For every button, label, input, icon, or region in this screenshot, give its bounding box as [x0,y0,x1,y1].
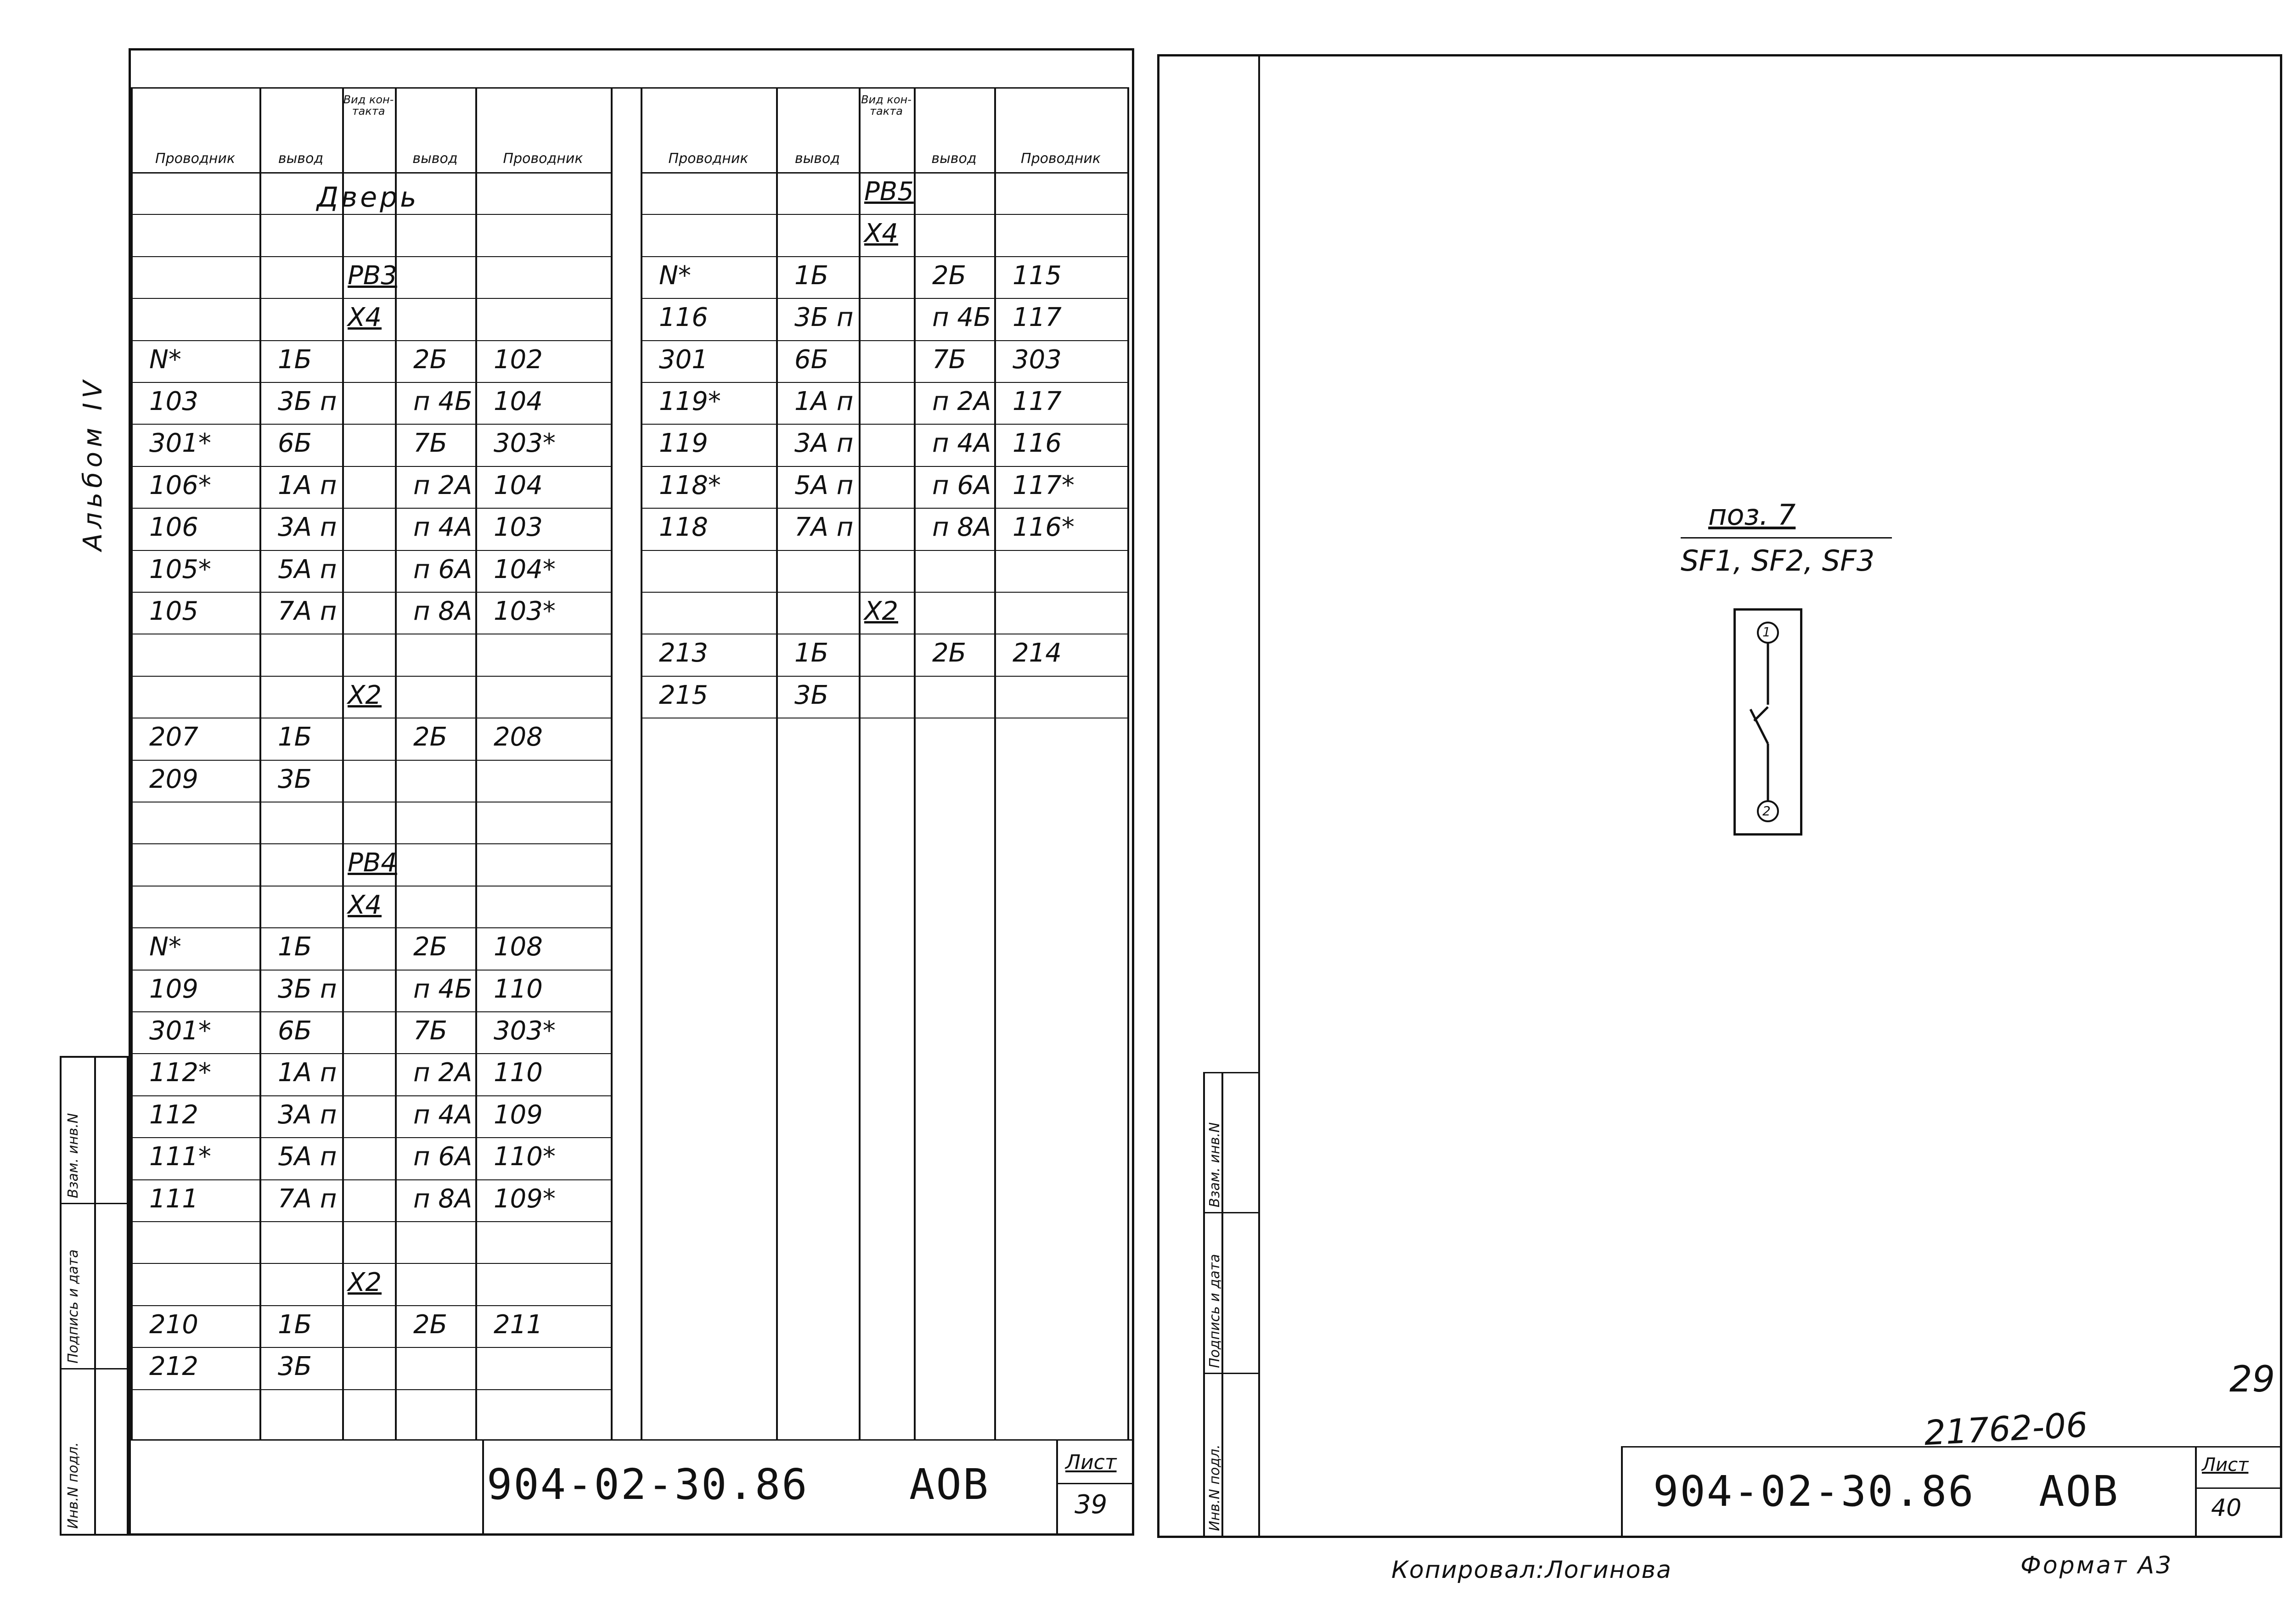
right-cell: 3Б п [794,303,854,333]
left-cell: 104 [494,470,543,500]
left-cell: 103 [149,387,198,416]
left-cell: 303* [494,428,556,459]
left-col-line [611,87,613,1439]
left-cell: п 8А [413,596,473,626]
left-cell: Х4 [348,890,382,920]
left-cell: 105 [149,596,198,626]
right-row-line [641,466,1127,467]
left-cell: 103 [494,512,543,543]
left-cell: 301* [149,428,211,459]
left-row-line [131,927,611,928]
left-row-line [131,298,611,299]
left-cell: 109 [494,1100,543,1130]
right-cell: п 4Б [932,303,991,333]
right-cell: 115 [1013,260,1062,291]
table-top-line [131,87,1127,89]
left-cell: 108 [494,932,543,962]
right-cell: 116 [659,303,708,333]
left-cell: N* [149,932,181,962]
left-cell: 212 [149,1352,198,1382]
format-note: Формат А3 [2020,1552,2173,1579]
left-cell: 104* [494,554,556,584]
left-row-line [131,760,611,761]
left-cell: п 4А [413,1100,473,1130]
right-drawing-code: 904-02-30.86 [1653,1467,1975,1516]
right-cell: N* [659,260,691,291]
right-margin-label-vzam: Взам. инв.N [1207,1122,1223,1207]
left-row-line [131,340,611,341]
left-cell: 2Б [413,1309,448,1340]
album-label: Альбом IV [78,376,108,551]
left-cell: 207 [149,722,198,752]
left-cell: 111 [149,1184,198,1214]
right-col-line [859,87,861,1439]
position-label: поз. 7 [1708,498,1796,532]
handwritten-page-number: 29 [2229,1359,2275,1400]
left-col-line [131,87,133,1439]
right-sheet-number: 40 [2211,1494,2242,1522]
right-cell: 6Б [794,344,829,375]
right-cell: РВ5 [864,177,914,207]
left-header-4: Проводник [503,151,583,167]
right-col-line [1127,87,1129,1439]
right-cell: 7А п [794,512,854,543]
left-cell: 210 [149,1309,198,1340]
right-cell: 214 [1013,638,1062,668]
left-cell: Х2 [348,1268,382,1298]
right-cell: 119 [659,428,708,459]
right-cell: 117 [1013,387,1062,416]
right-cell: 117 [1013,303,1062,333]
left-cell: 112* [149,1058,211,1088]
right-row-line [641,550,1127,551]
left-cell: 1А п [278,1058,337,1088]
right-row-line [641,256,1127,257]
door-label: Дверь [317,181,419,213]
left-margin-label-inv: Инв.N подл. [65,1442,81,1529]
right-cell: 1Б [794,638,829,668]
left-row-line [131,508,611,509]
left-row-line [131,424,611,425]
right-cell: 303 [1013,344,1062,375]
right-cell: 5А п [794,470,854,500]
left-cell: 102 [494,344,543,375]
right-row-line [641,592,1127,593]
right-cell: 3А п [794,428,854,459]
left-cell: N* [149,344,181,375]
left-cell: п 2А [413,470,473,500]
right-row-line [641,676,1127,677]
handwritten-archive-number: 21762-06 [1923,1405,2089,1453]
right-col-line [776,87,778,1439]
left-cell: Х4 [348,303,382,333]
left-cell: РВ4 [348,848,397,878]
right-row-line [641,424,1127,425]
left-cell: 3Б [278,1352,312,1382]
left-cell: 2Б [413,932,448,962]
right-cell: 7Б [932,344,967,375]
left-cell: 7Б [413,1016,448,1046]
right-cell: 2Б [932,260,967,291]
left-row-line [131,1221,611,1222]
left-cell: 209 [149,764,198,794]
left-header-line [131,172,611,174]
right-cell: 118* [659,470,721,500]
right-cell: 116 [1013,428,1062,459]
right-margin-label-sign: Подпись и дата [1207,1254,1223,1368]
left-cell: 105* [149,554,211,584]
right-header-line [641,172,1127,174]
left-cell: 104 [494,387,543,416]
left-row-line [131,970,611,971]
left-cell: 106 [149,512,198,543]
left-sheet-label: Лист [1065,1451,1117,1474]
right-header-0: Проводник [668,151,748,167]
switch-symbol [1733,608,1802,836]
left-row-line [131,1305,611,1306]
left-row-line [131,676,611,677]
left-cell: 3А п [278,512,337,543]
left-sheet-number: 39 [1075,1490,1108,1520]
right-header-3: вывод [931,151,977,167]
right-cell: 215 [659,680,708,710]
left-cell: 6Б [278,1016,312,1046]
right-cell: 3Б [794,680,829,710]
left-cell: 111* [149,1142,211,1172]
left-col-line [342,87,344,1439]
left-cell: 301* [149,1016,211,1046]
left-margin-label-vzam: Взам. инв.N [65,1113,81,1198]
right-header-4: Проводник [1021,151,1101,167]
left-cell: 7А п [278,596,337,626]
left-row-line [131,550,611,551]
left-header-0: Проводник [155,151,235,167]
right-row-line [641,214,1127,215]
left-cell: 3А п [278,1100,337,1130]
left-row-line [131,1011,611,1012]
left-cell: 1А п [278,470,337,500]
left-cell: 109 [149,974,198,1004]
left-cell: 5А п [278,554,337,584]
right-cell: 2Б [932,638,967,668]
right-cell: 1Б [794,260,829,291]
right-cell: 301 [659,344,708,375]
left-header-3: вывод [412,151,458,167]
left-cell: 303* [494,1016,556,1046]
left-row-line [131,382,611,383]
left-cell: РВ3 [348,260,397,291]
right-row-line [641,298,1127,299]
left-cell: п 4А [413,512,473,543]
left-cell: п 8А [413,1184,473,1214]
left-cell: 106* [149,470,211,500]
right-section-code: АОВ [2039,1467,2120,1516]
left-cell: Х2 [348,680,382,710]
left-row-line [131,1053,611,1054]
position-underline [1681,537,1892,539]
left-header-1: вывод [278,151,324,167]
right-cell: Х4 [864,219,898,249]
left-row-line [131,1389,611,1390]
right-col-line [914,87,916,1439]
left-cell: 110* [494,1142,556,1172]
right-cell: 118 [659,512,708,543]
left-cell: 112 [149,1100,198,1130]
left-cell: 7А п [278,1184,337,1214]
left-row-line [131,1263,611,1264]
right-cell: п 4А [932,428,991,459]
right-frame-inner-border [1258,54,1260,1538]
terminal-2-label: 2 [1762,803,1771,819]
left-col-line [259,87,261,1439]
left-row-line [131,843,611,844]
right-cell: 117* [1013,470,1075,500]
left-row-line [131,592,611,593]
right-cell: 213 [659,638,708,668]
left-cell: п 6А [413,554,473,584]
right-cell: п 2А [932,387,991,416]
right-cell: п 6А [932,470,991,500]
right-margin-label-inv: Инв.N подл. [1207,1444,1223,1531]
left-cell: 103* [494,596,556,626]
left-col-line [475,87,477,1439]
left-row-line [131,1347,611,1348]
left-cell: 211 [494,1309,543,1340]
right-cell: 1А п [794,387,854,416]
left-cell: 2Б [413,344,448,375]
left-cell: п 4Б [413,974,473,1004]
left-row-line [131,1137,611,1138]
left-row-line [131,214,611,215]
left-cell: 1Б [278,344,312,375]
left-cell: 1Б [278,722,312,752]
terminal-1-label: 1 [1762,624,1771,640]
right-cell: 116* [1013,512,1075,543]
left-cell: 109* [494,1184,556,1214]
left-header-2: Вид кон-такта [343,93,394,118]
right-row-line [641,508,1127,509]
left-row-line [131,466,611,467]
left-cell: п 6А [413,1142,473,1172]
left-cell: п 4Б [413,387,473,416]
right-sheet-label: Лист [2202,1454,2249,1476]
left-cell: 3Б [278,764,312,794]
right-header-2: Вид кон-такта [861,93,912,118]
left-cell: 208 [494,722,543,752]
right-header-1: вывод [794,151,840,167]
right-sheet-frame [1157,54,2282,1538]
left-cell: 7Б [413,428,448,459]
right-cell: 119* [659,387,721,416]
device-designations: SF1, SF2, SF3 [1681,544,1875,578]
right-cell: Х2 [864,596,898,626]
left-cell: 1Б [278,1309,312,1340]
right-row-line [641,340,1127,341]
right-col-line [994,87,996,1439]
right-cell: п 8А [932,512,991,543]
left-drawing-code: 904-02-30.86 [487,1460,809,1509]
table-separator [641,87,642,1439]
copied-by-note: Копировал:Логинова [1391,1556,1672,1584]
left-cell: 3Б п [278,387,337,416]
left-cell: 6Б [278,428,312,459]
left-row-line [131,1179,611,1180]
left-row-line [131,886,611,887]
left-cell: п 2А [413,1058,473,1088]
left-cell: 110 [494,1058,543,1088]
left-cell: 5А п [278,1142,337,1172]
left-cell: 110 [494,974,543,1004]
right-row-line [641,382,1127,383]
left-cell: 1Б [278,932,312,962]
left-section-code: АОВ [909,1460,990,1509]
left-row-line [131,1095,611,1096]
left-margin-label-sign: Подпись и дата [65,1249,81,1364]
left-row-line [131,256,611,257]
left-cell: 3Б п [278,974,337,1004]
left-cell: 2Б [413,722,448,752]
